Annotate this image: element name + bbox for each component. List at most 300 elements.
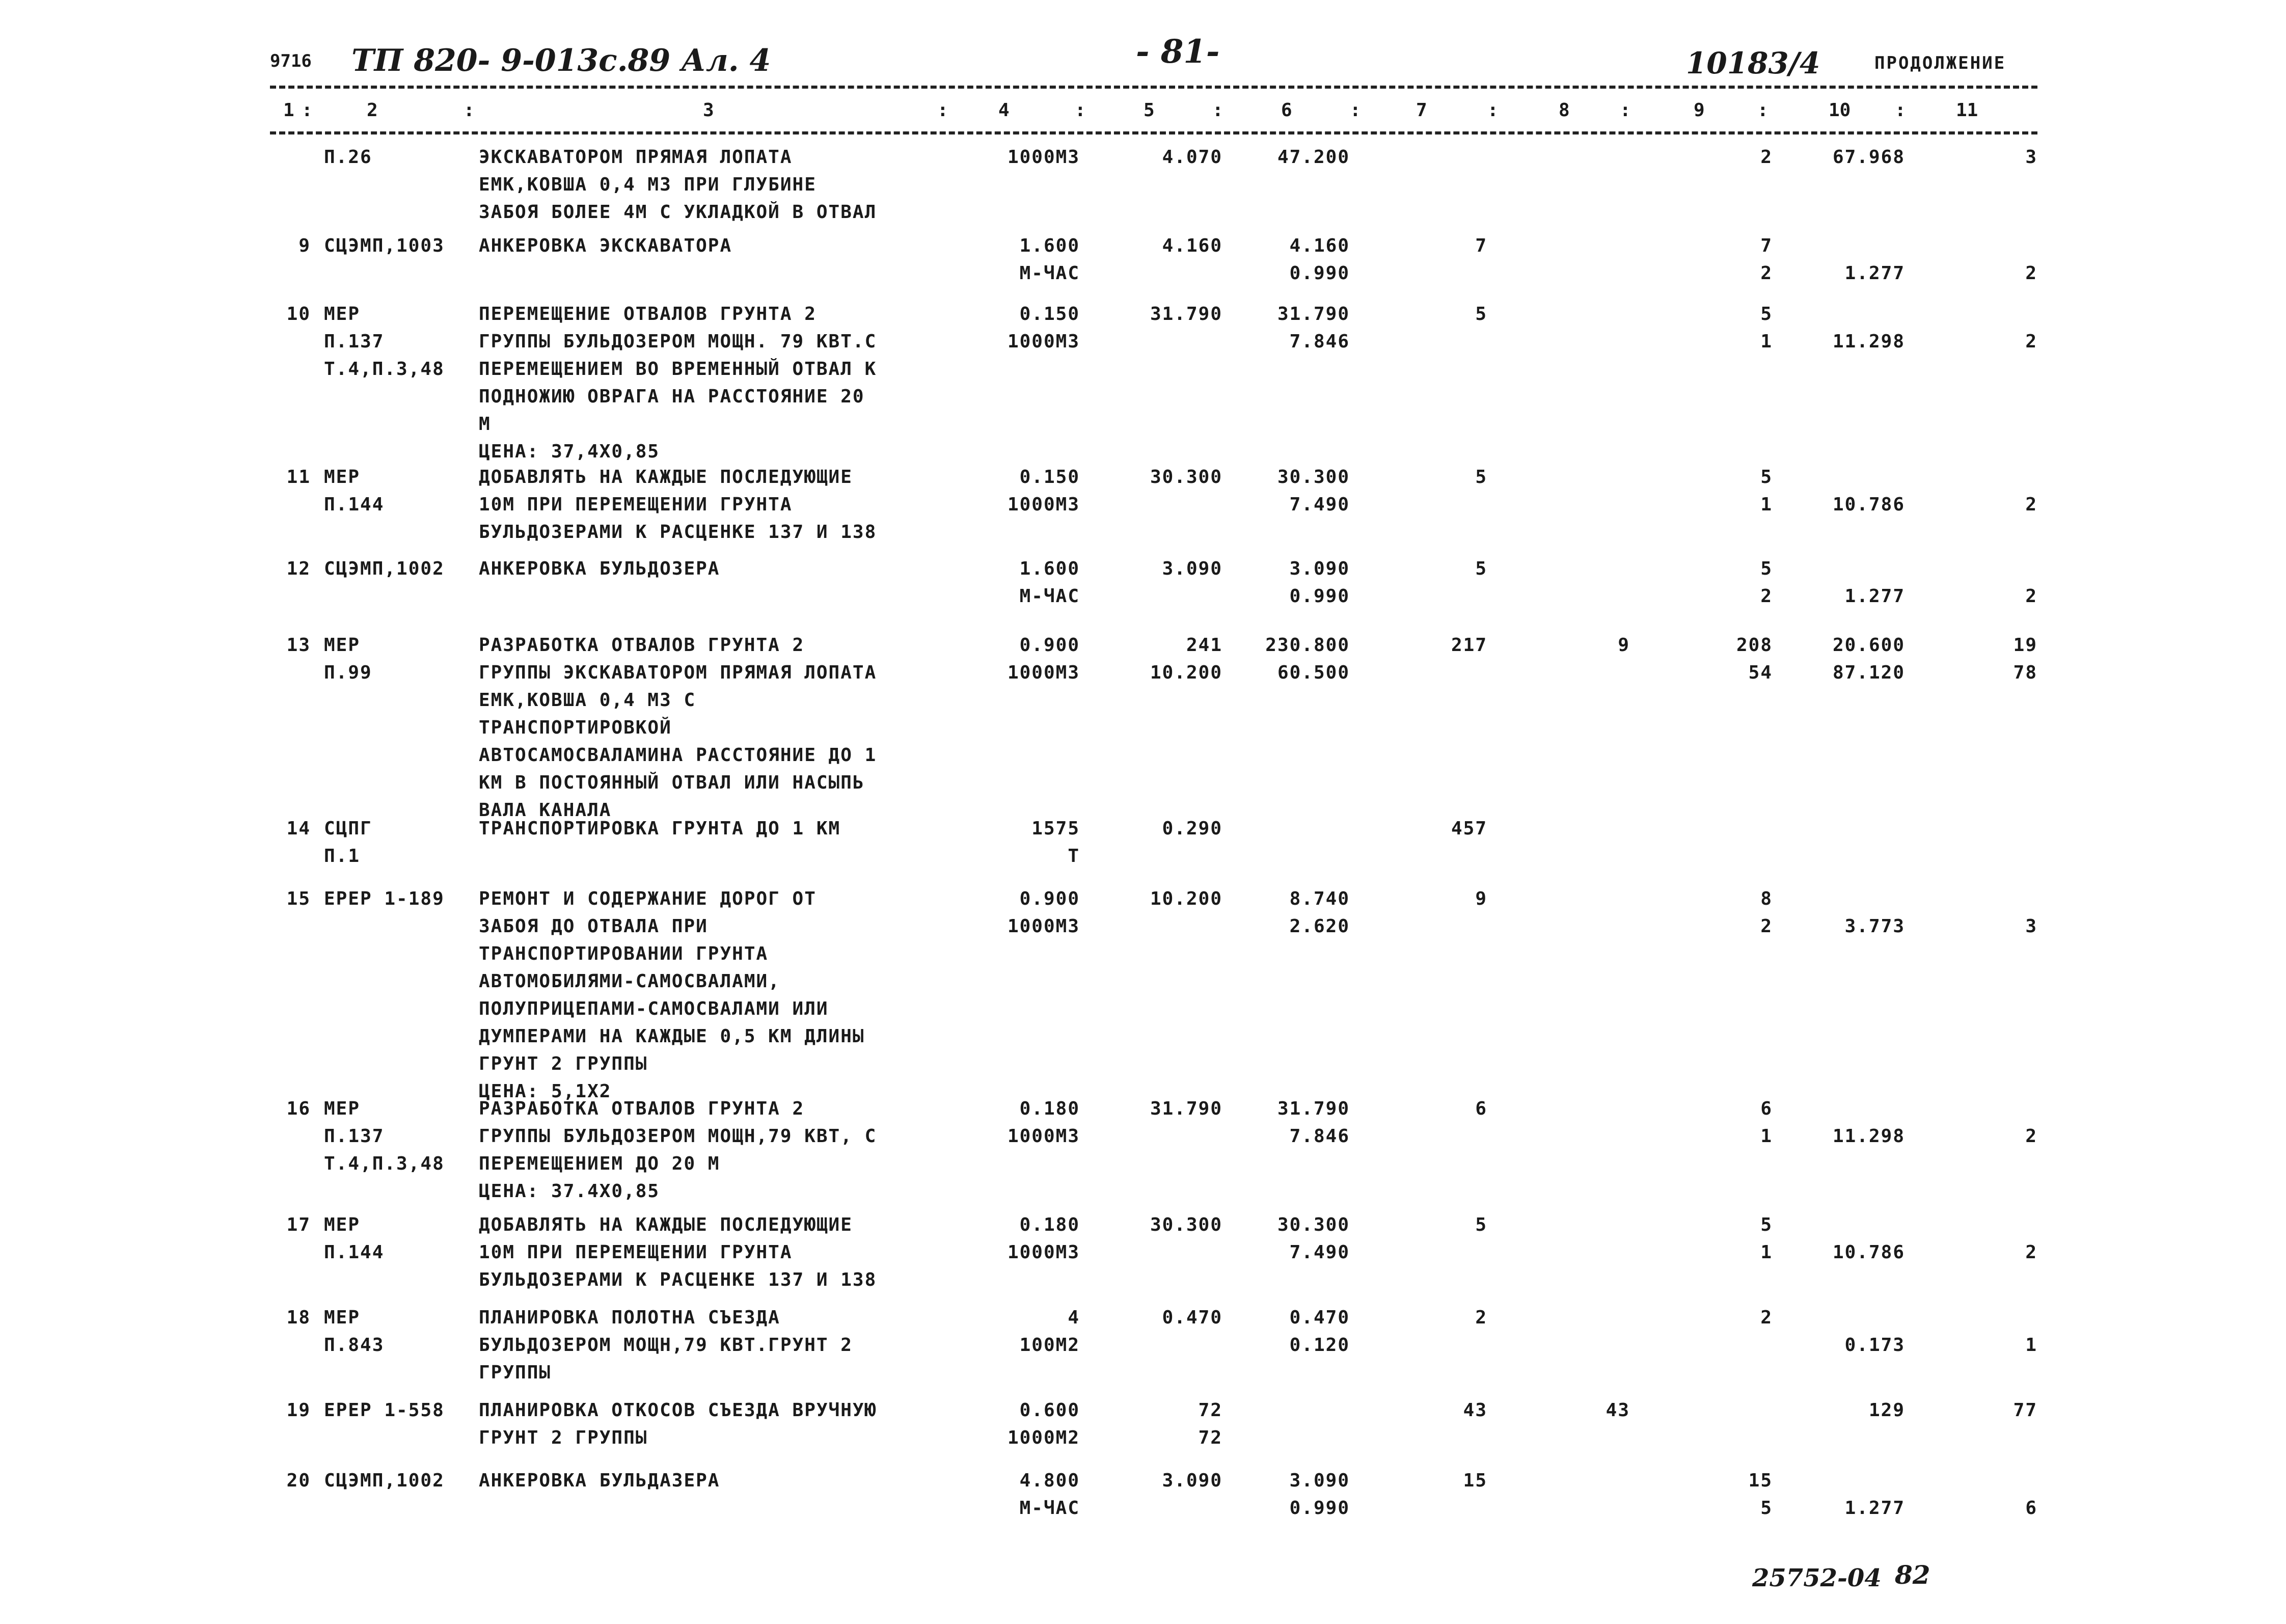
cell-line [1681,815,1773,843]
column-separator: : [464,100,475,121]
cell-line [1548,885,1630,913]
footer-stamp: 25752-04 [1752,1564,1882,1592]
cell-code [324,885,477,913]
cell-line [1783,464,1905,491]
cell-line: М-ЧАС [1019,586,1080,607]
column-heading-6: 6 [1281,100,1292,121]
cell-line: ПОДНОЖИЮ ОВРАГА НА РАССТОЯНИЕ 20 [479,386,865,407]
cell-c8 [1548,301,1630,328]
column-heading-2: 2 [367,100,378,121]
cell-c9 [1681,885,1773,940]
cell-c6 [1248,232,1350,287]
cell-line: ГРУНТ 2 ГРУППЫ [479,1053,648,1074]
column-separator: : [302,100,313,121]
cell-line: 0.180 [1019,1214,1080,1235]
cell-c7 [1406,1397,1487,1424]
cell-line: 2 [2025,1242,2037,1263]
cell-c8 [1548,1467,1630,1495]
cell-line [1783,1304,1905,1332]
row-number: 11 [286,467,311,488]
column-separator: : [937,100,948,121]
cell-line: ТРАНСПОРТИРОВКА ГРУНТА ДО 1 КМ [479,818,841,839]
doc-number: 9716 [270,51,312,71]
cell-line: П.26 [324,147,372,168]
cell-c11 [1936,144,2037,171]
cell-code [324,144,477,171]
cell-line: 1000М3 [1007,1126,1080,1147]
cell-line: 1000М3 [1007,1242,1080,1263]
cell-line: МЕР [324,1098,361,1119]
cell-c5 [1121,885,1222,913]
cell-line: ЕРЕР 1-558 [324,1400,445,1421]
cell-line: 1 [1760,331,1773,352]
cell-c11 [1936,1304,2037,1359]
cell-c9 [1681,301,1773,356]
cell-c4 [953,144,1080,171]
cell-line: 0.290 [1162,818,1222,839]
cell-c10 [1783,232,1905,287]
cell-line: ПЕРЕМЕЩЕНИЕ ОТВАЛОВ ГРУНТА 2 [479,304,817,324]
cell-c4 [953,885,1080,940]
cell-line: 0.173 [1844,1335,1905,1356]
cell-line [1783,1211,1905,1239]
cell-c4 [953,232,1080,287]
cell-line: 1.277 [1844,1498,1905,1519]
cell-line: 0.990 [1289,1498,1350,1519]
cell-line: 6 [1475,1098,1487,1119]
cell-c10 [1783,1095,1905,1150]
cell-line: ДОБАВЛЯТЬ НА КАЖДЫЕ ПОСЛЕДУЮЩИЕ [479,467,853,488]
row-number: 19 [286,1400,311,1421]
cell-c5 [1121,1211,1222,1239]
cell-code [324,1397,477,1424]
cell-line: Т [1068,846,1080,867]
cell-line: 129 [1868,1400,1905,1421]
cell-line: 2 [1760,263,1773,284]
cell-c6 [1248,464,1350,519]
cell-line: 31.790 [1277,1098,1350,1119]
cell-line: 457 [1451,818,1487,839]
cell-line: ЕМК,КОВША 0,4 М3 С [479,690,696,711]
cell-line: 5 [1760,1498,1773,1519]
header-rule-bottom [270,131,2037,134]
cell-line: АНКЕРОВКА ЭКСКАВАТОРА [479,235,732,256]
cell-c7 [1406,301,1487,328]
cell-line: 10.200 [1150,662,1222,683]
cell-line: 0.470 [1289,1307,1350,1328]
cell-line: 241 [1186,635,1222,656]
cell-line: МЕР [324,304,361,324]
cell-c11 [1936,464,2037,519]
cell-line: 0.900 [1019,888,1080,909]
cell-c9 [1681,1304,1773,1359]
cell-code [324,464,477,519]
cell-line [1681,1397,1773,1424]
cell-line: П.843 [324,1335,385,1356]
cell-line: 30.300 [1150,1214,1222,1235]
cell-line: ЦЕНА: 5,1Х2 [479,1081,612,1102]
cell-c10 [1783,1304,1905,1359]
cell-line: 10.786 [1832,494,1905,515]
cell-line [1783,232,1905,260]
cell-c7 [1406,1211,1487,1239]
cell-line: МЕР [324,1214,361,1235]
cell-c8 [1548,1211,1630,1239]
cell-c9 [1681,144,1773,171]
cell-line: 5 [1475,304,1487,324]
cell-line: СЦЭМП,1003 [324,235,445,256]
cell-line: ПЕРЕМЕЩЕНИЕМ ВО ВРЕМЕННЫЙ ОТВАЛ К [479,359,877,380]
cell-line: 4 [1068,1307,1080,1328]
cell-c6 [1248,1304,1350,1359]
cell-line: 7.490 [1289,1242,1350,1263]
cell-line: ЦЕНА: 37.4Х0,85 [479,1181,660,1202]
cell-c10 [1783,144,1905,171]
row-number: 20 [286,1470,311,1491]
cell-line: ДУМПЕРАМИ НА КАЖДЫЕ 0,5 КМ ДЛИНЫ [479,1026,865,1047]
cell-line: 208 [1736,635,1773,656]
cell-c5 [1121,1467,1222,1495]
cell-line: 2 [2025,1126,2037,1147]
cell-line [1936,815,2037,843]
cell-c7 [1406,885,1487,913]
cell-c7 [1406,632,1487,659]
cell-line: БУЛЬДОЗЕРАМИ К РАСЦЕНКЕ 137 И 138 [479,1269,877,1290]
cell-line: 100М2 [1019,1335,1080,1356]
cell-line [1548,301,1630,328]
cell-c8 [1548,144,1630,171]
cell-line: 78 [2013,662,2037,683]
cell-c6 [1248,555,1350,610]
cell-c4 [953,555,1080,610]
cell-line: ТРАНСПОРТИРОВАНИИ ГРУНТА [479,943,769,964]
cell-c10 [1783,464,1905,519]
cell-c5 [1121,144,1222,171]
cell-line: 5 [1760,558,1773,579]
cell-c7 [1406,144,1487,171]
cell-line: 87.120 [1832,662,1905,683]
cell-c5 [1121,1397,1222,1452]
cell-c11 [1936,632,2037,687]
cell-line: 2 [2025,494,2037,515]
cell-c9 [1681,232,1773,287]
cell-c7 [1406,1304,1487,1332]
cell-line: 31.790 [1150,1098,1222,1119]
cell-c8 [1548,815,1630,843]
cell-code [324,815,477,870]
cell-line: 1 [1760,1242,1773,1263]
cell-c5 [1121,632,1222,687]
cell-line: АВТОМОБИЛЯМИ-САМОСВАЛАМИ, [479,971,780,992]
cell-line: 1000М3 [1007,662,1080,683]
cell-line: АНКЕРОВКА БУЛЬДОЗЕРА [479,558,720,579]
cell-line [1548,555,1630,583]
cell-line: 30.300 [1150,467,1222,488]
cell-line: СЦЭМП,1002 [324,1470,445,1491]
cell-line [1548,144,1630,171]
cell-line: 30.300 [1277,1214,1350,1235]
cell-line: 43 [1463,1400,1487,1421]
row-number: 15 [286,888,311,909]
cell-line [1783,815,1905,843]
cell-name [479,1095,947,1205]
cell-line: 1575 [1031,818,1080,839]
cell-line: 54 [1748,662,1773,683]
cell-line: 2 [2025,263,2037,284]
cell-c8 [1548,632,1630,659]
cell-line: 10М ПРИ ПЕРЕМЕЩЕНИИ ГРУНТА [479,1242,793,1263]
cell-c7 [1406,232,1487,260]
cell-name [479,1211,947,1294]
column-heading-9: 9 [1694,100,1705,121]
cell-line [1936,1304,2037,1332]
cell-line: 3 [2025,147,2037,168]
cell-line: 0.900 [1019,635,1080,656]
cell-line: 15 [1463,1470,1487,1491]
cell-line: 1000М3 [1007,147,1080,168]
column-separator: : [1895,100,1906,121]
cell-c5 [1121,1304,1222,1332]
cell-line: М-ЧАС [1019,1498,1080,1519]
cell-c6 [1248,1397,1350,1424]
cell-line: 1000М2 [1007,1427,1080,1448]
row-number: 18 [286,1307,311,1328]
cell-line: П.137 [324,331,385,352]
cell-line: 3 [2025,916,2037,937]
cell-line: 47.200 [1277,147,1350,168]
cell-code [324,232,477,260]
cell-c9 [1681,815,1773,843]
row-number: 9 [298,235,311,256]
cell-c8 [1548,885,1630,913]
cell-line: 19 [2013,635,2037,656]
cell-line: 9 [1618,635,1630,656]
cell-line: 6 [2025,1498,2037,1519]
cell-line: 7.846 [1289,1126,1350,1147]
cell-line: 3.090 [1289,558,1350,579]
cell-line [1548,1095,1630,1123]
cell-c11 [1936,1095,2037,1150]
cell-c11 [1936,232,2037,287]
cell-line: П.144 [324,1242,385,1263]
cell-line [1783,1467,1905,1495]
cell-line: 0.470 [1162,1307,1222,1328]
cell-line: 8.740 [1289,888,1350,909]
cell-line: 1000М3 [1007,331,1080,352]
cell-line: 1000М3 [1007,494,1080,515]
cell-line [1936,1095,2037,1123]
cell-line: 10М ПРИ ПЕРЕМЕЩЕНИИ ГРУНТА [479,494,793,515]
cell-code [324,301,477,383]
cell-code [324,632,477,687]
cell-line: 10.786 [1832,1242,1905,1263]
column-heading-3: 3 [703,100,714,121]
cell-line [1548,232,1630,260]
cell-c8 [1548,1304,1630,1332]
cell-line: 5 [1760,467,1773,488]
cell-line: 2 [1760,1307,1773,1328]
cell-line: 11.298 [1832,331,1905,352]
cell-c5 [1121,815,1222,843]
cell-c11 [1936,1467,2037,1522]
cell-line: 0.120 [1289,1335,1350,1356]
cell-line: М [479,414,491,435]
cell-c4 [953,1095,1080,1150]
cell-line [1548,464,1630,491]
cell-line: РАЗРАБОТКА ОТВАЛОВ ГРУНТА 2 [479,1098,805,1119]
cell-line: 77 [2013,1400,2037,1421]
cell-line: 7.490 [1289,494,1350,515]
cell-line: ЦЕНА: 37,4Х0,85 [479,441,660,462]
cell-line: ГРУППЫ ЭКСКАВАТОРОМ ПРЯМАЯ ЛОПАТА [479,662,877,683]
cell-line: РАЗРАБОТКА ОТВАЛОВ ГРУНТА 2 [479,635,805,656]
cell-line: ЕМК,КОВША 0,4 М3 ПРИ ГЛУБИНЕ [479,174,817,195]
column-separator: : [1620,100,1631,121]
cell-line: 1.600 [1019,558,1080,579]
cell-line: 31.790 [1150,304,1222,324]
cell-line: 0.600 [1019,1400,1080,1421]
cell-c10 [1783,1397,1905,1424]
cell-line: ВАЛА КАНАЛА [479,800,612,821]
cell-c7 [1406,555,1487,583]
cell-line [1681,1332,1773,1359]
cell-line: 4.070 [1162,147,1222,168]
cell-code [324,1211,477,1266]
cell-line: 7 [1760,235,1773,256]
cell-c11 [1936,301,2037,356]
row-number: 13 [286,635,311,656]
cell-line: 5 [1475,1214,1487,1235]
column-separator: : [1757,100,1768,121]
cell-c10 [1783,1467,1905,1522]
cell-line: ДОБАВЛЯТЬ НА КАЖДЫЕ ПОСЛЕДУЮЩИЕ [479,1214,853,1235]
column-heading-4: 4 [998,100,1010,121]
cell-c11 [1936,1211,2037,1266]
cell-line: 230.800 [1265,635,1350,656]
cell-line: 0.150 [1019,467,1080,488]
cell-line: 72 [1198,1427,1222,1448]
cell-name [479,1397,947,1452]
cell-line [1406,144,1487,171]
cell-code [324,1304,477,1359]
cell-line: 2 [1760,586,1773,607]
cell-c8 [1548,464,1630,491]
cell-name [479,555,947,583]
cell-name [479,464,947,546]
cell-c6 [1248,301,1350,356]
cell-line: 20.600 [1832,635,1905,656]
column-heading-8: 8 [1559,100,1570,121]
cell-line: 3.090 [1289,1470,1350,1491]
cell-line [1783,885,1905,913]
cell-c8 [1548,232,1630,260]
cell-c6 [1248,885,1350,940]
cell-line: БУЛЬДОЗЕРАМИ К РАСЦЕНКЕ 137 И 138 [479,522,877,543]
cell-line: 7.846 [1289,331,1350,352]
cell-line [1936,885,2037,913]
cell-line: 43 [1605,1400,1630,1421]
cell-c5 [1121,555,1222,583]
cell-c11 [1936,1397,2037,1424]
cell-line: 3.773 [1844,916,1905,937]
row-number: 12 [286,558,311,579]
cell-line: 4.160 [1162,235,1222,256]
cell-c8 [1548,555,1630,583]
cell-line [1783,301,1905,328]
cell-line: ГРУППЫ [479,1362,552,1383]
cell-line: 3.090 [1162,1470,1222,1491]
cell-code [324,1095,477,1178]
cell-line: ПЕРЕМЕЩЕНИЕМ ДО 20 М [479,1153,720,1174]
cell-c9 [1681,464,1773,519]
cell-line: 2 [2025,331,2037,352]
cell-line: 1 [1760,1126,1773,1147]
cell-line: 9 [1475,888,1487,909]
cell-name [479,1304,947,1387]
cell-line: 1.277 [1844,586,1905,607]
cell-c5 [1121,301,1222,328]
cell-line: ПЛАНИРОВКА ПОЛОТНА СЪЕЗДА [479,1307,780,1328]
cell-line: АВТОСАМОСВАЛАМИНА РАССТОЯНИЕ ДО 1 [479,745,877,766]
cell-name [479,1467,947,1495]
cell-c9 [1681,555,1773,610]
cell-c6 [1248,144,1350,171]
cell-c4 [953,1304,1080,1359]
cell-line: СЦПГ [324,818,372,839]
cell-line: П.99 [324,662,372,683]
cell-line: 2 [1760,916,1773,937]
cell-code [324,1467,477,1495]
cell-line: АНКЕРОВКА БУЛЬДАЗЕРА [479,1470,720,1491]
cell-line [1936,232,2037,260]
cell-line: 72 [1198,1400,1222,1421]
cell-c4 [953,1211,1080,1266]
cell-name [479,632,947,824]
cell-line: 60.500 [1277,662,1350,683]
cell-line: 1 [1760,494,1773,515]
row-number: 16 [286,1098,311,1119]
cell-line: 1 [2025,1335,2037,1356]
cell-line: П.137 [324,1126,385,1147]
cell-line [1936,555,2037,583]
column-heading-10: 10 [1829,100,1851,121]
cell-line: Т.4,П.3,48 [324,1153,445,1174]
cell-code [324,555,477,583]
cell-c7 [1406,1467,1487,1495]
cell-c6 [1248,1095,1350,1150]
cell-c7 [1406,1095,1487,1123]
cell-c8 [1548,1095,1630,1123]
cell-name [479,815,947,843]
cell-c5 [1121,232,1222,260]
cell-c6 [1248,1211,1350,1266]
cell-c10 [1783,301,1905,356]
column-separator: : [1350,100,1361,121]
cell-line: М-ЧАС [1019,263,1080,284]
cell-line: 67.968 [1832,147,1905,168]
cell-c9 [1681,632,1773,687]
cell-c4 [953,301,1080,356]
cell-line [1783,555,1905,583]
cell-line: ЗАБОЯ БОЛЕЕ 4М С УКЛАДКОЙ В ОТВАЛ [479,202,877,223]
column-separator: : [1487,100,1499,121]
cell-c10 [1783,885,1905,940]
cell-name [479,301,947,466]
cell-c4 [953,815,1080,870]
cell-line: 3.090 [1162,558,1222,579]
cell-line: ПОЛУПРИЦЕПАМИ-САМОСВАЛАМИ ИЛИ [479,998,829,1019]
cell-c7 [1406,815,1487,843]
